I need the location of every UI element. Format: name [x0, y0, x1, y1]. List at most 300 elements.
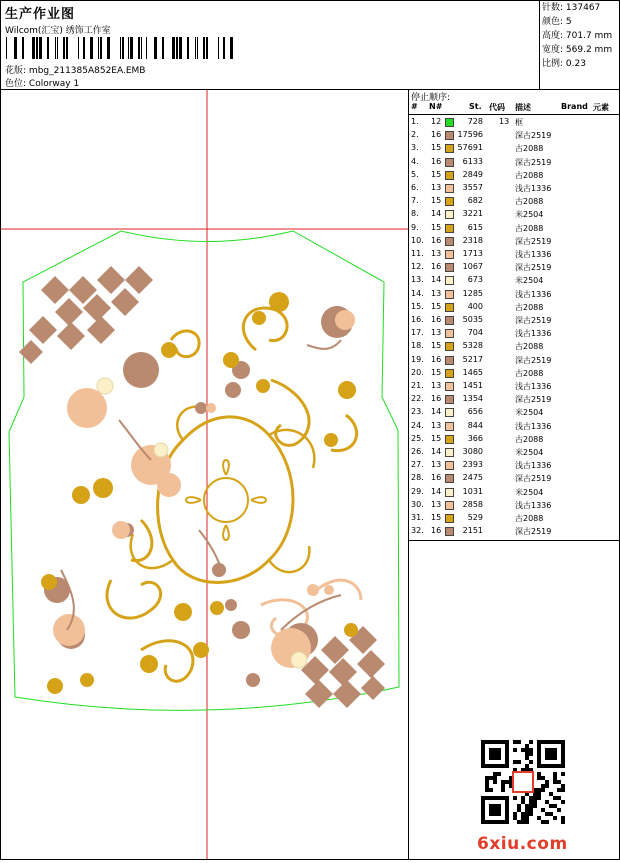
qr-module: [525, 748, 529, 752]
row-index: 19.: [411, 354, 424, 364]
row-needle: 16: [431, 394, 442, 404]
row-needle: 13: [431, 328, 442, 338]
row-description: 古2088: [515, 368, 544, 378]
barcode-bar: [141, 37, 142, 59]
barcode-bar: [176, 37, 178, 59]
row-code: 13: [499, 117, 510, 126]
row-stitches: 1354: [462, 394, 483, 404]
qr-module: [525, 804, 529, 808]
color-swatch: [445, 210, 454, 219]
row-stitches: 366: [467, 433, 483, 443]
color-swatch: [445, 263, 454, 272]
table-row: [409, 525, 619, 538]
qr-module: [485, 776, 489, 780]
row-needle: 16: [431, 235, 442, 245]
qr-module: [529, 752, 533, 756]
table-row: [409, 116, 619, 129]
table-row: [409, 156, 619, 169]
color-swatch: [445, 303, 454, 312]
barcode-bar: [47, 37, 49, 59]
qr-module: [541, 820, 545, 824]
row-stitches: 1285: [462, 288, 483, 298]
barcode-bar: [138, 37, 140, 59]
row-needle: 13: [431, 460, 442, 470]
qr-code: [481, 740, 565, 824]
qr-module: [525, 816, 529, 820]
qr-module: [561, 788, 565, 792]
qr-module: [545, 800, 549, 804]
table-row: [409, 314, 619, 327]
qr-module: [557, 780, 561, 784]
barcode-bar: [154, 37, 157, 59]
table-bottom-rule: [409, 540, 619, 541]
table-row: [409, 274, 619, 287]
row-description: 框: [515, 118, 523, 127]
row-stitches: 529: [467, 513, 483, 522]
barcode-bar: [187, 37, 189, 59]
color-swatch: [445, 408, 454, 417]
embroidery-preview-canvas: [1, 90, 408, 859]
qr-module: [537, 776, 541, 780]
stop-sequence-title: 停止顺序:: [411, 93, 451, 103]
central-medallion: [131, 407, 315, 583]
qr-module: [529, 812, 533, 816]
row-description: 古2088: [515, 302, 544, 312]
qr-module: [549, 792, 553, 796]
barcode-bar: [223, 37, 225, 59]
qr-center-seal: [513, 772, 533, 792]
qr-module: [493, 772, 497, 776]
qr-finder: [489, 804, 501, 816]
row-needle: 15: [431, 169, 442, 179]
row-description: 浅古1336: [515, 250, 552, 259]
table-row: [409, 288, 619, 301]
table-row: [409, 367, 619, 380]
row-description: 浅古1336: [515, 289, 552, 299]
qr-module: [501, 780, 505, 784]
table-row: [409, 472, 619, 485]
qr-module: [553, 816, 557, 820]
qr-module: [529, 740, 533, 744]
studio-name: Wilcom(汇宝) 绣饰工作室: [5, 26, 111, 36]
row-description: 深古2519: [515, 527, 552, 537]
row-needle: 13: [431, 499, 442, 509]
table-row: [409, 301, 619, 314]
barcode-bar: [36, 37, 38, 59]
qr-module: [561, 784, 565, 788]
row-needle: 14: [431, 407, 442, 417]
color-swatch: [445, 395, 454, 404]
row-description: 古2088: [515, 434, 544, 444]
color-swatch: [445, 184, 454, 193]
row-index: 17.: [411, 328, 424, 338]
color-swatch: [445, 144, 454, 153]
qr-module: [545, 784, 549, 788]
barcode-bar: [78, 37, 79, 59]
row-stitches: 704: [467, 328, 483, 338]
qr-module: [517, 804, 521, 808]
pattern-file-name: mbg_211385A852EA.EMB: [28, 66, 146, 76]
qr-module: [541, 808, 545, 812]
row-description: 深古2519: [515, 157, 552, 167]
qr-module: [525, 808, 529, 812]
row-index: 7.: [411, 196, 419, 206]
table-row: [409, 195, 619, 208]
row-description: 浅古1336: [515, 329, 552, 339]
color-swatch: [445, 527, 454, 536]
qr-module: [533, 800, 537, 804]
row-needle: 13: [431, 381, 442, 390]
row-stitches: 3221: [462, 209, 483, 219]
qr-module: [529, 796, 533, 800]
qr-module: [521, 816, 525, 820]
row-description: 浅古1336: [515, 421, 552, 431]
col-element: 元素: [593, 103, 609, 112]
qr-module: [505, 780, 509, 784]
qr-module: [521, 812, 525, 816]
row-stitches: 682: [467, 196, 483, 206]
row-stitches: 1465: [462, 367, 483, 377]
qr-module: [545, 820, 549, 824]
barcode-bar: [100, 37, 102, 59]
barcode-bar: [66, 37, 68, 59]
row-description: 古2088: [515, 342, 544, 352]
qr-finder: [489, 748, 501, 760]
qr-module: [557, 788, 561, 792]
row-stitches: 1713: [462, 249, 483, 258]
qr-module: [493, 776, 497, 780]
qr-module: [537, 788, 541, 792]
row-index: 2.: [411, 130, 419, 140]
table-row: [409, 380, 619, 393]
stat-scale: 比例: 0.23: [542, 59, 586, 69]
qr-module: [517, 740, 521, 744]
row-index: 32.: [411, 526, 424, 536]
qr-module: [521, 800, 525, 804]
row-description: 深古2519: [515, 316, 552, 325]
table-row: [409, 235, 619, 248]
row-stitches: 844: [467, 420, 483, 430]
row-stitches: 2849: [462, 169, 483, 179]
barcode-bar: [230, 37, 233, 59]
color-swatch: [445, 250, 454, 259]
design-stats: [539, 1, 620, 89]
color-swatch: [445, 461, 454, 470]
row-needle: 13: [431, 183, 442, 192]
barcode-bar: [197, 37, 198, 59]
color-swatch: [445, 276, 454, 285]
qr-module: [557, 796, 561, 800]
row-description: 古2088: [515, 170, 544, 180]
row-needle: 12: [431, 117, 442, 126]
row-description: 深古2519: [515, 395, 552, 405]
row-needle: 15: [431, 196, 442, 206]
qr-module: [525, 820, 529, 824]
col-stitches: St.: [469, 102, 482, 111]
table-row: [409, 393, 619, 406]
qr-module: [485, 784, 489, 788]
row-needle: 16: [431, 354, 442, 364]
row-description: 古2088: [515, 514, 544, 523]
row-stitches: 5217: [462, 354, 483, 364]
row-index: 16.: [411, 315, 424, 324]
qr-module: [561, 800, 565, 804]
color-swatch: [445, 342, 454, 351]
row-stitches: 1067: [462, 262, 483, 272]
stop-sequence-header: [409, 102, 619, 115]
row-needle: 16: [431, 130, 442, 140]
row-index: 11.: [411, 249, 424, 258]
row-index: 27.: [411, 460, 424, 470]
row-needle: 15: [431, 433, 442, 443]
barcode-bar: [120, 37, 121, 59]
barcode-bar: [122, 37, 124, 59]
qr-module: [513, 760, 517, 764]
col-brand: Brand: [561, 102, 588, 111]
row-index: 25.: [411, 433, 424, 443]
row-stitches: 1451: [462, 381, 483, 390]
barcode-bar: [172, 37, 175, 59]
qr-module: [561, 816, 565, 820]
qr-module: [517, 820, 521, 824]
row-needle: 15: [431, 301, 442, 311]
qr-module: [553, 772, 557, 776]
color-swatch: [445, 316, 454, 325]
qr-module: [533, 804, 537, 808]
lattice-motif-left: [19, 266, 153, 364]
table-row: [409, 261, 619, 274]
qr-module: [489, 776, 493, 780]
row-stitches: 400: [467, 301, 483, 311]
barcode-bar: [6, 37, 7, 59]
row-needle: 13: [431, 249, 442, 258]
barcode-bar: [83, 37, 85, 59]
qr-module: [553, 776, 557, 780]
color-swatch: [445, 290, 454, 299]
colorway-value: Colorway 1: [28, 79, 80, 89]
color-swatch: [445, 382, 454, 391]
color-swatch: [445, 514, 454, 523]
row-needle: 16: [431, 526, 442, 536]
row-description: 米2504: [515, 487, 544, 497]
table-row: [409, 182, 619, 195]
row-stitches: 17596: [457, 130, 483, 140]
qr-module: [513, 748, 517, 752]
row-index: 21.: [411, 381, 424, 390]
color-swatch: [445, 422, 454, 431]
qr-module: [521, 820, 525, 824]
color-swatch: [445, 171, 454, 180]
table-row: [409, 340, 619, 353]
brown-flowers: [44, 306, 353, 687]
barcode-bar: [98, 37, 99, 59]
row-needle: 15: [431, 341, 442, 351]
row-needle: 16: [431, 315, 442, 324]
row-stitches: 673: [467, 275, 483, 285]
table-row: [409, 406, 619, 419]
table-row: [409, 512, 619, 525]
barcode-bar: [146, 37, 147, 59]
row-index: 18.: [411, 341, 424, 351]
table-row: [409, 169, 619, 182]
barcode-bar: [63, 37, 65, 59]
col-description: 描述: [515, 103, 531, 112]
color-swatch: [445, 329, 454, 338]
row-stitches: 1031: [462, 486, 483, 496]
qr-module: [529, 800, 533, 804]
qr-module: [525, 764, 529, 768]
pattern-file-row: [5, 63, 145, 76]
row-needle: 14: [431, 486, 442, 496]
col-code: 代码: [489, 103, 505, 112]
qr-module: [513, 796, 517, 800]
barcode-bar: [55, 37, 56, 59]
qr-module: [537, 772, 541, 776]
qr-finder: [545, 748, 557, 760]
qr-module: [529, 808, 533, 812]
qr-module: [501, 784, 505, 788]
row-description: 米2504: [515, 276, 544, 286]
row-description: 深古2519: [515, 355, 552, 365]
barcode-bar: [107, 37, 110, 59]
row-stitches: 3080: [462, 447, 483, 456]
row-description: 深古2519: [515, 236, 552, 246]
qr-module: [517, 760, 521, 764]
color-swatch: [445, 158, 454, 167]
col-index: #: [411, 102, 418, 111]
table-row: [409, 327, 619, 340]
row-stitches: 5328: [462, 341, 483, 351]
color-swatch: [445, 474, 454, 483]
row-index: 14.: [411, 288, 424, 298]
barcode-bar: [57, 37, 58, 59]
row-description: 浅古1336: [515, 184, 552, 193]
qr-module: [513, 812, 517, 816]
row-description: 古2088: [515, 197, 544, 207]
table-row: [409, 354, 619, 367]
qr-module: [529, 748, 533, 752]
color-swatch: [445, 237, 454, 246]
row-stitches: 2151: [462, 526, 483, 536]
row-needle: 15: [431, 367, 442, 377]
qr-module: [549, 812, 553, 816]
color-swatch: [445, 197, 454, 206]
sheet-header: [1, 1, 619, 90]
row-needle: 16: [431, 262, 442, 272]
row-description: 深古2519: [515, 263, 552, 273]
qr-module: [501, 788, 505, 792]
row-needle: 14: [431, 447, 442, 456]
qr-module: [541, 776, 545, 780]
qr-module: [521, 748, 525, 752]
stat-colors: 颜色: 5: [542, 17, 572, 27]
row-stitches: 6133: [462, 156, 483, 166]
qr-module: [513, 740, 517, 744]
row-description: 米2504: [515, 448, 544, 457]
table-row: [409, 222, 619, 235]
row-needle: 13: [431, 420, 442, 430]
qr-module: [545, 812, 549, 816]
row-stitches: 728: [467, 117, 483, 126]
col-needle: N#: [429, 102, 443, 111]
row-index: 28.: [411, 473, 424, 483]
row-stitches: 2858: [462, 499, 483, 509]
row-needle: 15: [431, 143, 442, 153]
table-row: [409, 486, 619, 499]
stat-stitches: 针数: 137467: [542, 3, 601, 13]
barcode-bar: [203, 37, 205, 59]
color-swatch: [445, 448, 454, 457]
row-index: 31.: [411, 513, 424, 522]
qr-module: [541, 784, 545, 788]
qr-module: [485, 788, 489, 792]
barcode-bar: [206, 37, 208, 59]
table-row: [409, 459, 619, 472]
watermark-site: 6xiu.com: [477, 834, 568, 854]
color-swatch: [445, 118, 454, 127]
barcode-bar: [195, 37, 196, 59]
pattern-file-label: 花版:: [5, 66, 27, 76]
barcode-bar: [162, 37, 164, 59]
qr-module: [537, 796, 541, 800]
row-stitches: 5035: [462, 315, 483, 324]
row-needle: 15: [431, 222, 442, 232]
row-index: 10.: [411, 235, 424, 245]
colorway-label: 色位:: [5, 79, 27, 89]
stat-width: 宽度: 569.2 mm: [542, 45, 613, 55]
qr-module: [545, 780, 549, 784]
row-description: 浅古1336: [515, 461, 552, 471]
qr-module: [525, 756, 529, 760]
qr-module: [513, 816, 517, 820]
qr-module: [561, 772, 565, 776]
color-swatch: [445, 501, 454, 510]
stop-sequence-panel: [409, 90, 619, 859]
table-row: [409, 142, 619, 155]
barcode: [6, 37, 236, 59]
table-row: [409, 420, 619, 433]
row-index: 8.: [411, 209, 419, 219]
qr-module: [553, 804, 557, 808]
color-swatch: [445, 356, 454, 365]
qr-module: [521, 796, 525, 800]
qr-module: [561, 820, 565, 824]
row-index: 23.: [411, 407, 424, 417]
qr-module: [557, 808, 561, 812]
row-description: 深古2519: [515, 474, 552, 484]
barcode-bar: [130, 37, 133, 59]
row-index: 13.: [411, 275, 424, 285]
row-index: 5.: [411, 169, 419, 179]
color-swatch: [445, 131, 454, 140]
table-row: [409, 499, 619, 512]
row-index: 6.: [411, 183, 419, 192]
row-index: 30.: [411, 499, 424, 509]
row-index: 20.: [411, 367, 424, 377]
row-description: 浅古1336: [515, 500, 552, 510]
row-description: 米2504: [515, 408, 544, 418]
table-row: [409, 446, 619, 459]
row-description: 浅古1336: [515, 382, 552, 391]
row-index: 1.: [411, 117, 419, 126]
barcode-bar: [128, 37, 129, 59]
barcode-bar: [32, 37, 35, 59]
qr-module: [541, 788, 545, 792]
row-description: 古2088: [515, 144, 544, 154]
table-row: [409, 248, 619, 261]
design-preview: [1, 90, 409, 859]
row-index: 29.: [411, 486, 424, 496]
